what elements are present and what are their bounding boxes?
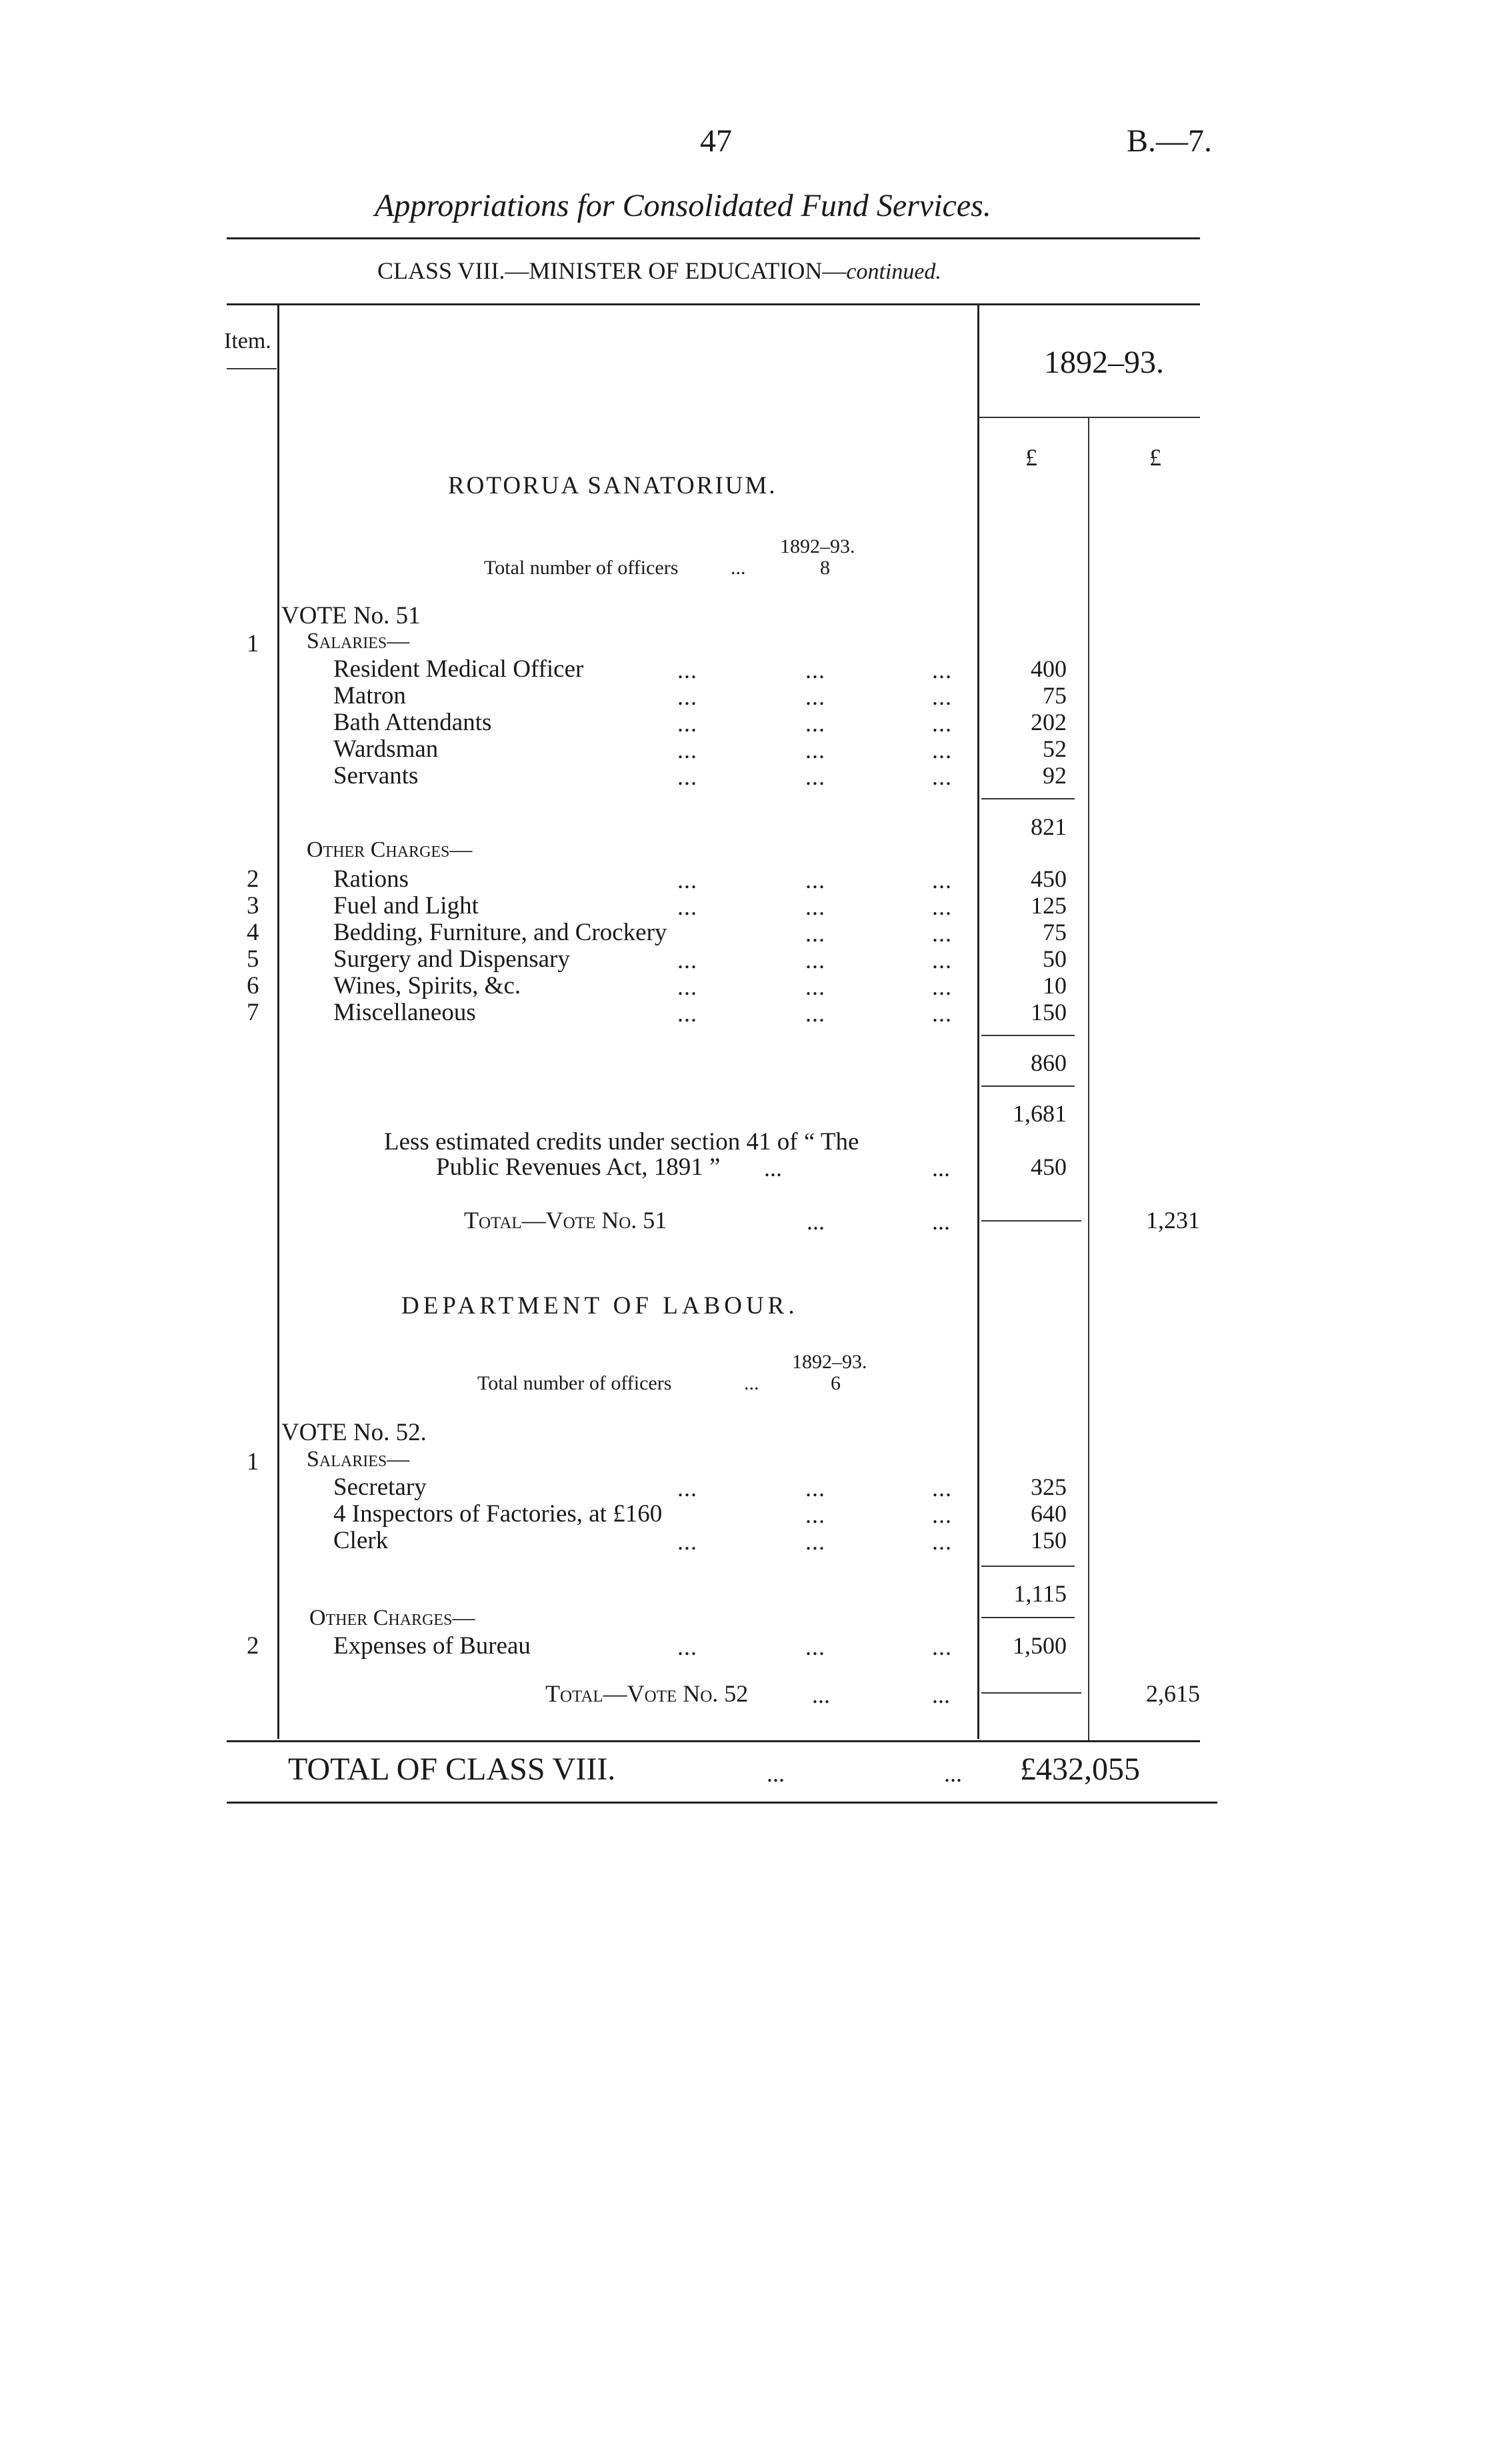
page-title: Appropriations for Consolidated Fund Services. <box>375 188 991 223</box>
item-header: Item. <box>224 329 271 353</box>
leader-dots: ... <box>805 920 825 947</box>
bottom-rule <box>227 1802 1217 1804</box>
currency-left: £ <box>1025 444 1037 471</box>
labour-salaries-heading: Salaries— <box>307 1447 410 1472</box>
labour-officers-year: 1892–93. <box>792 1351 867 1373</box>
leader-dots: ... <box>932 657 952 683</box>
table-top-rule <box>227 303 1200 305</box>
subtotal-rule <box>981 798 1075 799</box>
line-item-label: Servants <box>333 762 419 789</box>
line-item-amount: 75 <box>1043 682 1067 709</box>
line-item-amount: 92 <box>1043 762 1067 789</box>
grand-total-dots: ... <box>767 1760 785 1787</box>
credits-text-line2: Public Revenues Act, 1891 ” <box>436 1153 721 1181</box>
line-item-label: Rations <box>333 865 409 893</box>
line-item-amount: 125 <box>1031 892 1067 919</box>
line-item-label: Wardsman <box>333 735 439 763</box>
line-item-amount: 640 <box>1031 1500 1067 1527</box>
line-item-label: Expenses of Bureau <box>333 1632 531 1660</box>
line-item-label: Resident Medical Officer <box>333 655 584 683</box>
leader-dots: ... <box>805 710 825 737</box>
line-item-label: Clerk <box>333 1527 389 1554</box>
leader-dots: ... <box>805 763 825 790</box>
item-number: 3 <box>247 892 259 919</box>
subtotal-rule <box>981 1617 1075 1618</box>
line-item-amount: 450 <box>1031 865 1067 892</box>
leader-dots: ... <box>677 737 697 763</box>
leader-dots: ... <box>677 947 697 973</box>
line-item-label: Secretary <box>333 1474 427 1501</box>
section-title-labour: DEPARTMENT OF LABOUR. <box>401 1292 799 1320</box>
section-title-sanatorium: ROTORUA SANATORIUM. <box>448 472 777 499</box>
year-header-rule <box>979 417 1200 418</box>
sanatorium-other-subtotal: 860 <box>1031 1049 1067 1076</box>
currency-right: £ <box>1149 444 1161 471</box>
labour-other-charges-heading: Other Charges— <box>309 1606 475 1630</box>
vote-51-total-label: Total—Vote No. 51 <box>464 1207 667 1234</box>
line-item-amount: 50 <box>1043 945 1067 972</box>
item-number: 7 <box>247 999 259 1026</box>
item-column-rule <box>277 305 279 1739</box>
amount-column-rule <box>977 305 979 1739</box>
item-number: 1 <box>247 1448 259 1476</box>
leader-dots: ... <box>805 737 825 763</box>
labour-officers-count: 6 <box>831 1372 841 1394</box>
line-item-amount: 52 <box>1043 735 1067 762</box>
class-heading-continued: continued. <box>846 259 941 284</box>
vote-52-total-label: Total—Vote No. 52 <box>545 1680 749 1707</box>
leader-dots: ... <box>805 1528 825 1555</box>
leader-dots: ... <box>932 973 952 1000</box>
grand-total-dots: ... <box>944 1760 962 1787</box>
vote-51-heading: VOTE No. 51 <box>281 602 421 629</box>
line-item-amount: 10 <box>1043 972 1067 999</box>
credits-amount: 450 <box>1031 1153 1067 1180</box>
grand-total-amount: £432,055 <box>1020 1752 1140 1787</box>
class-heading-main: CLASS VIII.—MINISTER OF EDUCATION— <box>377 257 847 284</box>
grand-total-rule <box>227 1740 1200 1742</box>
leader-dots: ... <box>932 683 952 710</box>
subtotal-rule <box>981 1085 1075 1087</box>
leader-dots: ... <box>932 947 952 973</box>
leader-dots: ... <box>805 657 825 683</box>
leader-dots: ... <box>805 1475 825 1502</box>
subtotal-rule <box>981 1566 1075 1567</box>
total-rule <box>981 1220 1081 1221</box>
sanatorium-officers-count: 8 <box>820 557 830 579</box>
credits-dots: ... <box>932 1155 950 1181</box>
vote-51-total-dots: ... <box>807 1208 825 1235</box>
leader-dots: ... <box>805 973 825 1000</box>
item-number: 5 <box>247 945 259 973</box>
line-item-amount: 75 <box>1043 919 1067 945</box>
sanatorium-officers-year: 1892–93. <box>780 535 855 557</box>
item-header-rule <box>227 368 277 369</box>
leader-dots: ... <box>677 763 697 790</box>
item-number: 4 <box>247 919 259 946</box>
grand-total-label: TOTAL OF CLASS VIII. <box>288 1752 616 1787</box>
leader-dots: ... <box>677 893 697 920</box>
leader-dots: ... <box>677 710 697 737</box>
leader-dots: ... <box>932 737 952 763</box>
leader-dots: ... <box>932 1475 952 1502</box>
vote-51-total-amount: 1,231 <box>1146 1207 1200 1234</box>
leader-dots: ... <box>677 657 697 683</box>
subtotal-column-rule <box>1088 417 1089 1740</box>
item-number: 6 <box>247 972 259 999</box>
sanatorium-salaries-subtotal: 821 <box>1031 813 1067 840</box>
leader-dots: ... <box>805 947 825 973</box>
line-item-label: Bedding, Furniture, and Crockery <box>333 919 667 946</box>
subtotal-rule <box>981 1035 1075 1036</box>
class-heading <box>377 259 941 283</box>
year-header: 1892–93. <box>1044 345 1164 380</box>
credits-text-line1: Less estimated credits under section 41 of “ The <box>384 1128 859 1155</box>
leader-dots: ... <box>805 1634 825 1660</box>
line-item-amount: 150 <box>1031 1527 1067 1554</box>
leader-dots: ... <box>932 710 952 737</box>
leader-dots: ... <box>805 867 825 893</box>
total-rule <box>981 1692 1081 1694</box>
leader-dots: ... <box>805 1000 825 1027</box>
sanatorium-officers-label: Total number of officers <box>484 557 679 579</box>
leader-dots: ... <box>932 1634 952 1660</box>
leader-dots: ... <box>932 867 952 893</box>
sanatorium-salaries-heading: Salaries— <box>307 629 410 653</box>
leader-dots: ... <box>932 1502 952 1528</box>
vote-51-total-dots: ... <box>932 1208 950 1235</box>
leader-dots: ... <box>805 893 825 920</box>
labour-officers-label: Total number of officers <box>477 1372 672 1394</box>
vote-52-heading: VOTE No. 52. <box>281 1419 427 1446</box>
leader-dots: ... <box>677 1000 697 1027</box>
line-item-label: 4 Inspectors of Factories, at £160 <box>333 1500 663 1528</box>
line-item-label: Fuel and Light <box>333 892 479 919</box>
leader-dots: ... <box>677 683 697 710</box>
leader-dots: ... <box>805 683 825 710</box>
line-item-amount: 400 <box>1031 655 1067 682</box>
vote-52-total-amount: 2,615 <box>1146 1680 1200 1707</box>
leader-dots: ... <box>677 1634 697 1660</box>
sanatorium-gross-total: 1,681 <box>1013 1100 1067 1127</box>
leader-dots: ... <box>932 1000 952 1027</box>
line-item-label: Miscellaneous <box>333 999 476 1026</box>
line-item-label: Matron <box>333 682 406 709</box>
sanatorium-other-charges-heading: Other Charges— <box>307 837 473 862</box>
leader-dots: ... <box>932 920 952 947</box>
credits-dots: ... <box>764 1155 782 1181</box>
line-item-label: Surgery and Dispensary <box>333 945 570 973</box>
leader-dots: ... <box>677 973 697 1000</box>
leader-dots: ... <box>677 1475 697 1502</box>
item-number: 2 <box>247 865 259 893</box>
item-number: 1 <box>247 630 259 657</box>
document-reference: B.—7. <box>1127 123 1213 159</box>
line-item-amount: 1,500 <box>1013 1632 1067 1659</box>
line-item-amount: 202 <box>1031 709 1067 735</box>
sanatorium-officers-dots: ... <box>731 557 746 579</box>
leader-dots: ... <box>677 867 697 893</box>
leader-dots: ... <box>677 1528 697 1555</box>
leader-dots: ... <box>805 1502 825 1528</box>
line-item-amount: 325 <box>1031 1474 1067 1500</box>
item-number: 2 <box>247 1632 259 1660</box>
page-number: 47 <box>700 123 732 159</box>
vote-52-total-dots: ... <box>812 1682 830 1708</box>
leader-dots: ... <box>932 1528 952 1555</box>
line-item-label: Wines, Spirits, &c. <box>333 972 521 999</box>
vote-52-total-dots: ... <box>932 1682 950 1708</box>
title-rule <box>227 237 1200 239</box>
leader-dots: ... <box>932 893 952 920</box>
labour-salaries-subtotal: 1,115 <box>1013 1580 1067 1607</box>
line-item-amount: 150 <box>1031 999 1067 1025</box>
line-item-label: Bath Attendants <box>333 709 492 736</box>
labour-officers-dots: ... <box>744 1372 759 1394</box>
leader-dots: ... <box>932 763 952 790</box>
